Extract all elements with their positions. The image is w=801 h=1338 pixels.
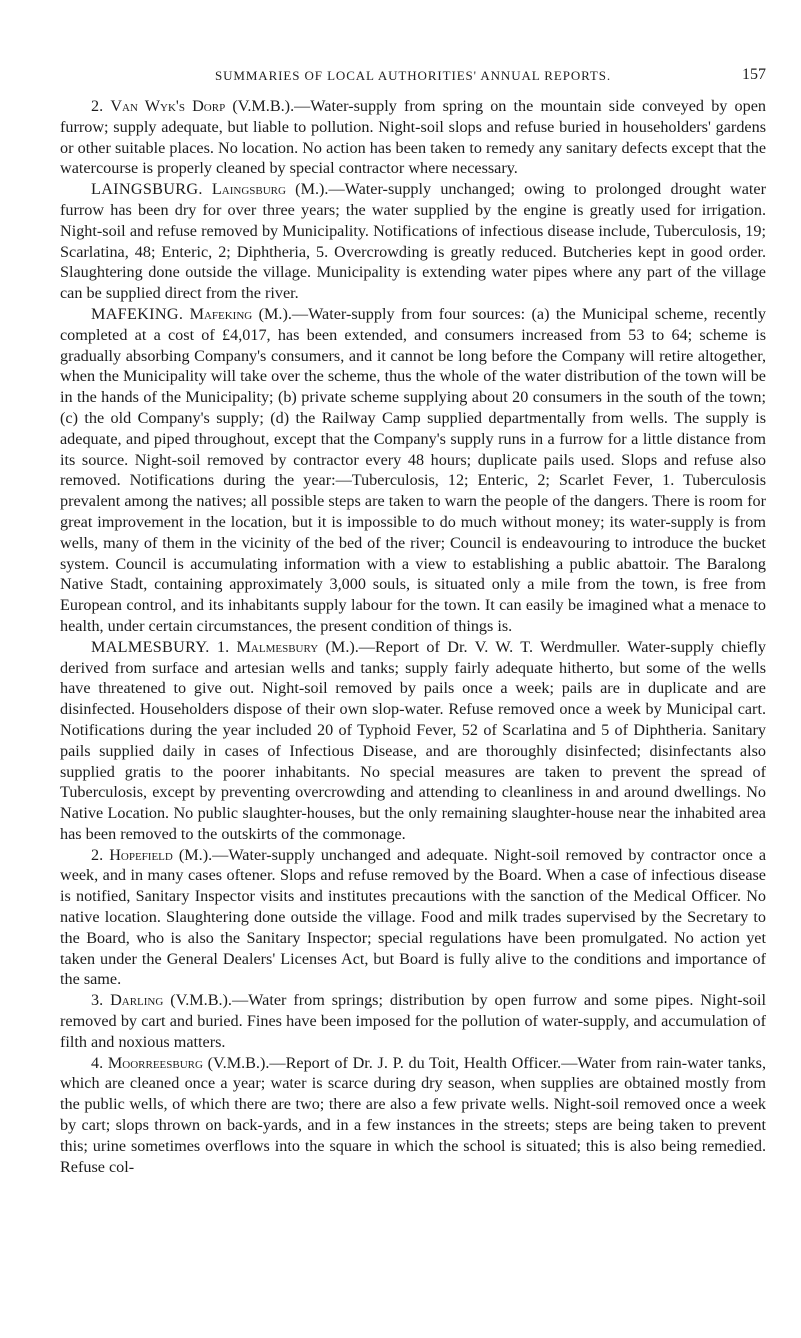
- paragraph-text: (V.M.B.).—Water-supply from spring on the mountain side conveyed by open furrow; supply adequate, but liable to pollution. Night-soil slops and refuse buried in householders' gardens or other suitable places. No location. No action has been taken to remedy any sanitary defects except that the watercourse is properly cleaned by special contractor where necessary.: [60, 97, 766, 178]
- authority-name: Darling: [110, 991, 164, 1010]
- paragraph-text: (M.).—Water-supply unchanged and adequate. Night-soil removed by contractor once a week, and in many cases oftener. Slops and refuse removed by the Board. When a case of infectious disease is notified, Sanitary Inspector visits and institutes precautions with the sanction of the Medical Officer. No native location. Slaughtering done outside the village. Food and milk trades supervised by the Secretary to the Board, who is also the Sanitary Inspector; special regulations have been promulgated. No action yet taken under the General Dealers' Licenses Act, but Board is fully alive to the conditions and importance of the same.: [60, 845, 767, 989]
- authority-name: Mafeking: [189, 304, 253, 323]
- district-heading: MAFEKING.: [91, 304, 184, 323]
- item-number: 1.: [209, 637, 237, 656]
- item-number: 4.: [91, 1053, 108, 1072]
- paragraph-text: (V.M.B.).—Water from springs; distribution by open furrow and some pipes. Night-soil removed by cart and buried. Fines have been imposed for the pollution of water-supply, and accumulation of filth and noxious matters.: [60, 991, 767, 1051]
- item-number: 3.: [91, 991, 111, 1010]
- paragraph-mafeking: [60, 304, 766, 637]
- paragraph-darling: [60, 990, 766, 1052]
- authority-name: Moorreesburg: [107, 1053, 203, 1072]
- paragraph-hopefield: [60, 845, 766, 991]
- paragraph-van-wyks-dorp: [60, 96, 766, 179]
- authority-name: Laingsburg: [211, 180, 286, 199]
- paragraph-laingsburg: [60, 179, 766, 304]
- paragraph-text: (V.M.B.).—Report of Dr. J. P. du Toit, Health Officer.—Water from rain-water tanks, which are cleaned once a year; water is scarce during dry season, when supplies are obtained mostly from the public wells, of which there are two; there are also a few private wells. Night-soil removed once a week by cart; slops thrown on back-yards, and in a few instances in the streets; steps are being taken to prevent this; urine sometimes overflows into the square in which the school is situated; this is also being remedied. Refuse col-: [60, 1053, 766, 1176]
- paragraph-malmesbury: [60, 637, 766, 845]
- district-heading: MALMESBURY.: [91, 637, 210, 656]
- paragraph-text: (M.).—Report of Dr. V. W. T. Werdmuller. Water-supply chiefly derived from surface and artesian wells and tanks; supply fairly adequate hitherto, but some of the wells have threatened to give out. Night-soil removed by pails once a week; pails are in duplicate and are disinfected. Householders dispose of their own slop-water. Refuse removed once a week by Municipal cart. Notifications during the year included 20 of Typhoid Fever, 52 of Scarlatina and 5 of Diphtheria. Sanitary pails supplied daily in cases of Infectious Disease, and are thoroughly disinfected; disinfectants also supplied gratis to the poorer inhabitants. No special measures are taken to prevent the spread of Tuberculosis, except by preventing overcrowding and attending to cleanliness in and around dwellings. No Native Location. No public slaughter-houses, but the only remaining slaughter-house near the inhabited area has been removed to the outskirts of the commonage.: [60, 637, 767, 843]
- authority-name: Hopefield: [109, 845, 173, 864]
- authority-name: Malmesbury: [236, 637, 319, 656]
- item-number: 2.: [91, 845, 110, 864]
- running-head: [60, 64, 766, 86]
- paragraph-text: (M.).—Water-supply unchanged; owing to prolonged drought water furrow has been dry for over three years; the water supplied by the engine is greatly used for irrigation. Night-soil and refuse removed by Municipality. Notifications of infectious disease include, Tuberculosis, 19; Scarlatina, 48; Enteric, 2; Diphtheria, 5. Overcrowding is greatly reduced. Butcheries kept in good order. Slaughtering done outside the village. Municipality is extending water pipes where any part of the village can be supplied direct from the river.: [60, 180, 767, 303]
- body-text: [60, 96, 766, 1177]
- running-title: SUMMARIES OF LOCAL AUTHORITIES' ANNUAL REPORTS.: [214, 68, 612, 83]
- paragraph-moorreesburg: [60, 1053, 766, 1178]
- paragraph-text: (M.).—Water-supply from four sources: (a) the Municipal scheme, recently completed at a cost of £4,017, has been extended, and consumers increased from 53 to 64; scheme is gradually absorbing Company's consumers, and it cannot be long before the Company will retire altogether, when the Municipality will take over the scheme, thus the whole of the water distribution of the town will be in the hands of the Municipality; (b) private scheme supplying about 20 consumers in the south of the town; (c) the old Company's supply; (d) the Railway Camp supplied departmentally from wells. The supply is adequate, and piped throughout, except that the Company's supply runs in a furrow for a little distance from its source. Night-soil removed by contractor every 48 hours; duplicate pails used. Slops and refuse also removed. Notifications during the year:—Tuberculosis, 12; Enteric, 2; Scarlet Fever, 1. Tuberculosis prevalent among the natives; all possible steps are taken to warn the people of the dangers. There is room for great improvement in the location, but it is impossible to do much without money; its water-supply is from wells, many of them in the vicinity of the bed of the river; Council is endeavouring to introduce the bucket system. Council is accumulating information with a view to establishing a public abattoir. The Baralong Native Stadt, containing approximately 3,000 souls, is situated only a mile from the town, is free from European control, and its inhabitants supply labour for the town. It can easily be imagined what a menace to health, under certain circumstances, the present condition of things is.: [60, 304, 766, 635]
- page-number: 157: [742, 66, 766, 83]
- district-heading: LAINGSBURG.: [91, 180, 203, 199]
- item-number: 2.: [91, 97, 111, 115]
- authority-name: Van Wyk's Dorp: [110, 97, 226, 115]
